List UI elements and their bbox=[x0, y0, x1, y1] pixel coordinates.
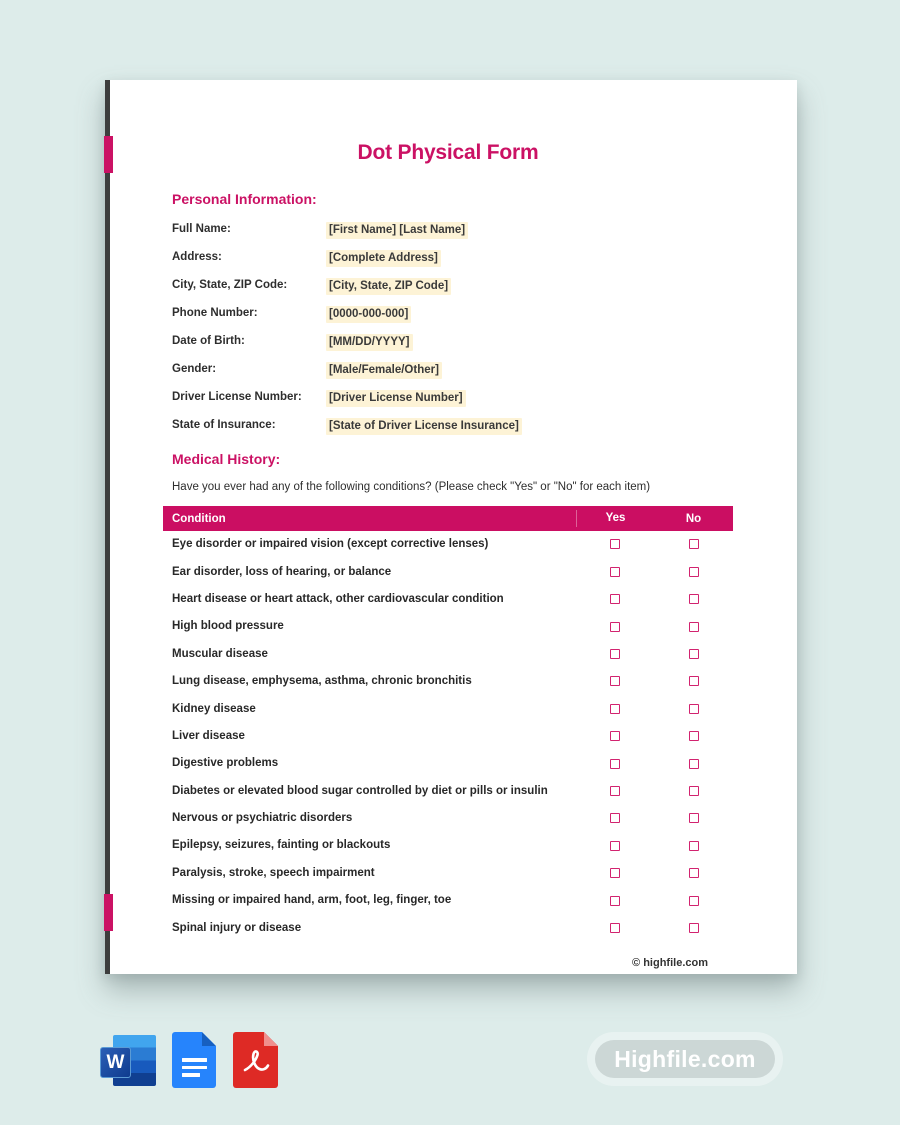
condition-label: Lung disease, emphysema, asthma, chronic bronchitis bbox=[172, 675, 472, 688]
no-checkbox[interactable] bbox=[689, 704, 699, 714]
field-phone-number bbox=[172, 306, 733, 323]
table-row bbox=[163, 531, 733, 558]
field-label: Full Name: bbox=[172, 223, 231, 235]
yes-checkbox[interactable] bbox=[610, 868, 620, 878]
table-row bbox=[163, 887, 733, 914]
condition-label: Ear disorder, loss of hearing, or balance bbox=[172, 565, 392, 578]
field-label: Address: bbox=[172, 251, 222, 263]
yes-cell bbox=[576, 590, 654, 608]
yes-checkbox[interactable] bbox=[610, 704, 620, 714]
column-header-condition: Condition bbox=[172, 512, 226, 525]
field-value-placeholder[interactable]: [Driver License Number] bbox=[326, 390, 466, 407]
yes-cell bbox=[576, 782, 654, 800]
folded-corner bbox=[202, 1032, 216, 1046]
yes-checkbox[interactable] bbox=[610, 896, 620, 906]
yes-cell bbox=[576, 837, 654, 855]
copyright-text: © highfile.com bbox=[632, 956, 708, 969]
no-cell bbox=[654, 536, 733, 554]
no-checkbox[interactable] bbox=[689, 594, 699, 604]
table-row bbox=[163, 914, 733, 941]
table-row bbox=[163, 778, 733, 805]
acrobat-logo-icon bbox=[241, 1047, 271, 1075]
text-line bbox=[182, 1066, 207, 1070]
field-value-placeholder[interactable]: [State of Driver License Insurance] bbox=[326, 418, 522, 435]
document-page bbox=[105, 80, 797, 974]
table-row bbox=[163, 750, 733, 777]
column-header-yes: Yes bbox=[576, 510, 654, 527]
condition-label: Eye disorder or impaired vision (except corrective lenses) bbox=[172, 538, 489, 551]
condition-label: Paralysis, stroke, speech impairment bbox=[172, 866, 375, 879]
condition-label: Heart disease or heart attack, other cardiovascular condition bbox=[172, 592, 504, 605]
yes-checkbox[interactable] bbox=[610, 731, 620, 741]
no-cell bbox=[654, 645, 733, 663]
field-label: Gender: bbox=[172, 363, 217, 375]
highfile-brand-badge[interactable] bbox=[595, 1040, 775, 1078]
table-row bbox=[163, 586, 733, 613]
field-label: City, State, ZIP Code: bbox=[172, 279, 288, 291]
table-row bbox=[163, 695, 733, 722]
field-driver-license-number bbox=[172, 390, 733, 407]
condition-label: Digestive problems bbox=[172, 757, 279, 770]
field-label: Date of Birth: bbox=[172, 335, 245, 347]
page-title: Dot Physical Form bbox=[357, 141, 539, 164]
table-row bbox=[163, 860, 733, 887]
table-row bbox=[163, 668, 733, 695]
no-cell bbox=[654, 837, 733, 855]
field-value-placeholder[interactable]: [Male/Female/Other] bbox=[326, 362, 442, 379]
no-checkbox[interactable] bbox=[689, 868, 699, 878]
table-header-row bbox=[163, 506, 733, 531]
table-row bbox=[163, 832, 733, 859]
no-cell bbox=[654, 864, 733, 882]
google-docs-file-icon[interactable] bbox=[172, 1032, 216, 1088]
yes-cell bbox=[576, 700, 654, 718]
yes-checkbox[interactable] bbox=[610, 539, 620, 549]
yes-cell bbox=[576, 892, 654, 910]
yes-checkbox[interactable] bbox=[610, 594, 620, 604]
field-label: Driver License Number: bbox=[172, 391, 302, 403]
text-line bbox=[182, 1058, 207, 1062]
yes-checkbox[interactable] bbox=[610, 759, 620, 769]
no-cell bbox=[654, 810, 733, 828]
no-checkbox[interactable] bbox=[689, 896, 699, 906]
no-checkbox[interactable] bbox=[689, 759, 699, 769]
word-letter: W bbox=[106, 1051, 125, 1073]
no-cell bbox=[654, 700, 733, 718]
yes-cell bbox=[576, 618, 654, 636]
yes-checkbox[interactable] bbox=[610, 786, 620, 796]
yes-checkbox[interactable] bbox=[610, 622, 620, 632]
no-checkbox[interactable] bbox=[689, 567, 699, 577]
yes-cell bbox=[576, 673, 654, 691]
personal-information-heading: Personal Information: bbox=[172, 191, 317, 207]
yes-cell bbox=[576, 755, 654, 773]
no-cell bbox=[654, 892, 733, 910]
document-content bbox=[110, 80, 797, 974]
field-full-name bbox=[172, 222, 733, 239]
no-cell bbox=[654, 919, 733, 937]
no-checkbox[interactable] bbox=[689, 649, 699, 659]
no-cell bbox=[654, 590, 733, 608]
yes-checkbox[interactable] bbox=[610, 649, 620, 659]
no-cell bbox=[654, 618, 733, 636]
table-row bbox=[163, 641, 733, 668]
yes-checkbox[interactable] bbox=[610, 676, 620, 686]
field-value-placeholder[interactable]: [Complete Address] bbox=[326, 250, 441, 267]
yes-checkbox[interactable] bbox=[610, 841, 620, 851]
word-w-badge bbox=[100, 1047, 131, 1078]
table-row bbox=[163, 613, 733, 640]
field-value-placeholder[interactable]: [First Name] [Last Name] bbox=[326, 222, 468, 239]
field-label: State of Insurance: bbox=[172, 419, 276, 431]
field-value-placeholder[interactable]: [City, State, ZIP Code] bbox=[326, 278, 451, 295]
table-row bbox=[163, 805, 733, 832]
condition-label: Kidney disease bbox=[172, 702, 256, 715]
condition-label: Spinal injury or disease bbox=[172, 921, 302, 934]
column-header-no: No bbox=[685, 512, 702, 525]
condition-label: Epilepsy, seizures, fainting or blackouts bbox=[172, 839, 391, 852]
brand-badge-label: Highfile.com bbox=[614, 1045, 756, 1072]
no-checkbox[interactable] bbox=[689, 813, 699, 823]
no-checkbox[interactable] bbox=[689, 676, 699, 686]
yes-cell bbox=[576, 864, 654, 882]
word-file-icon[interactable] bbox=[100, 1035, 156, 1087]
condition-label: Muscular disease bbox=[172, 647, 268, 660]
field-state-of-insurance bbox=[172, 418, 733, 435]
yes-checkbox[interactable] bbox=[610, 813, 620, 823]
table-row bbox=[163, 723, 733, 750]
no-cell bbox=[654, 673, 733, 691]
condition-label: Liver disease bbox=[172, 729, 245, 742]
folded-corner bbox=[264, 1032, 278, 1046]
no-cell bbox=[654, 727, 733, 745]
field-value-placeholder[interactable]: [0000-000-000] bbox=[326, 306, 411, 323]
no-checkbox[interactable] bbox=[689, 731, 699, 741]
no-checkbox[interactable] bbox=[689, 841, 699, 851]
yes-cell bbox=[576, 645, 654, 663]
yes-cell bbox=[576, 563, 654, 581]
condition-label: Nervous or psychiatric disorders bbox=[172, 812, 353, 825]
field-label: Phone Number: bbox=[172, 307, 258, 319]
no-checkbox[interactable] bbox=[689, 923, 699, 933]
conditions-question: Have you ever had any of the following conditions? (Please check "Yes" or "No" for each item) bbox=[172, 481, 651, 493]
condition-label: Diabetes or elevated blood sugar controlled by diet or pills or insulin bbox=[172, 784, 548, 797]
yes-checkbox[interactable] bbox=[610, 567, 620, 577]
field-address bbox=[172, 250, 733, 267]
field-value-placeholder[interactable]: [MM/DD/YYYY] bbox=[326, 334, 413, 351]
medical-history-heading: Medical History: bbox=[172, 451, 281, 467]
no-checkbox[interactable] bbox=[689, 786, 699, 796]
no-cell bbox=[654, 782, 733, 800]
conditions-table bbox=[163, 506, 733, 942]
field-date-of-birth bbox=[172, 334, 733, 351]
yes-cell bbox=[576, 727, 654, 745]
field-city-state-zip bbox=[172, 278, 733, 295]
table-row bbox=[163, 558, 733, 585]
no-cell bbox=[654, 563, 733, 581]
field-gender bbox=[172, 362, 733, 379]
yes-checkbox[interactable] bbox=[610, 923, 620, 933]
no-checkbox[interactable] bbox=[689, 539, 699, 549]
pdf-file-icon[interactable] bbox=[233, 1032, 278, 1088]
text-line bbox=[182, 1073, 200, 1077]
yes-cell bbox=[576, 536, 654, 554]
condition-label: High blood pressure bbox=[172, 620, 284, 633]
yes-cell bbox=[576, 810, 654, 828]
no-checkbox[interactable] bbox=[689, 622, 699, 632]
yes-cell bbox=[576, 919, 654, 937]
condition-label: Missing or impaired hand, arm, foot, leg, finger, toe bbox=[172, 894, 452, 907]
no-cell bbox=[654, 755, 733, 773]
